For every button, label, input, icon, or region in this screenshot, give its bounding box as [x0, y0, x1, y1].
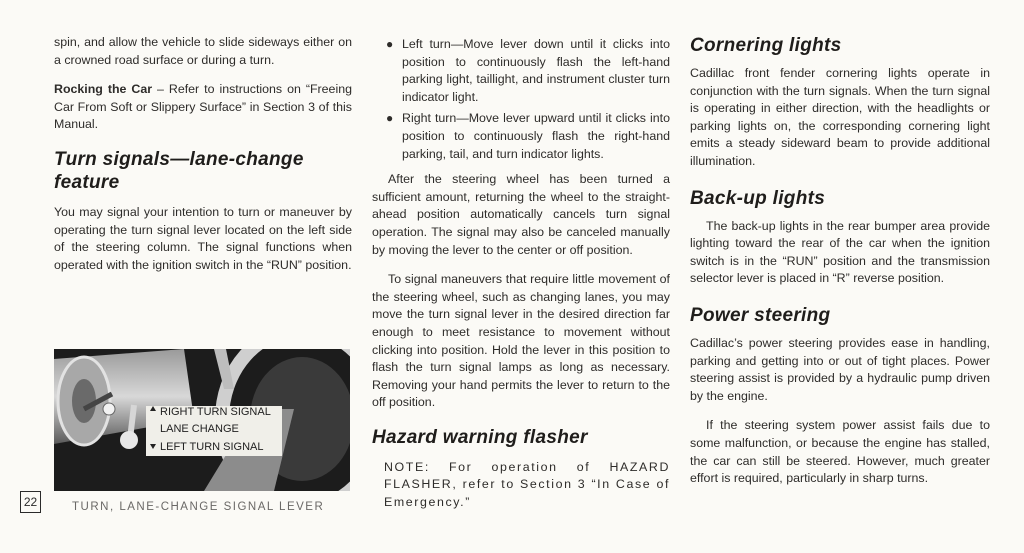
- backup-paragraph: The back-up lights in the rear bumper area provide lighting toward the rear of the car when the ignition switch is in the “RUN” position and the transmission selector lever is placed in “R” reverse position.: [690, 218, 990, 286]
- figure-caption: TURN, LANE-CHANGE SIGNAL LEVER: [72, 501, 325, 513]
- lane-change-paragraph: To signal maneuvers that require little movement of the steering wheel, such as changing lanes, you may move the turn signal lever in the desired direction far enough to meet resistance to movement without clicking into position. Hold the lever in this position to flash the turn signal lamps as long as necessary. Removing your hand permits the lever to return to the off position.: [372, 272, 670, 410]
- backup-heading: Back-up lights: [690, 187, 826, 209]
- hazard-note: NOTE: For operation of HAZARD FLASHER, refer to Section 3 “In Case of Emergency.”: [384, 459, 670, 510]
- lane-change-label: LANE CHANGE: [160, 423, 239, 435]
- left-turn-signal-label: LEFT TURN SIGNAL: [160, 441, 264, 453]
- page-number: 22: [20, 491, 41, 513]
- right-turn-signal-label: RIGHT TURN SIGNAL: [160, 406, 271, 418]
- power-steering-heading: Power steering: [690, 304, 831, 326]
- column-middle: [372, 36, 670, 524]
- power-steering-paragraph: Cadillac’s power steering provides ease in handling, parking and getting into or out of tight places. Power steering assist is provided by a hydraulic pump driven by the engine.: [690, 335, 990, 403]
- bullet-icon: ●: [386, 111, 394, 126]
- turn-direction-list: [372, 36, 670, 163]
- intro-paragraph: spin, and allow the vehicle to slide sideways either on a crowned road surface or during a turn.: [54, 35, 352, 67]
- turn-signal-lever-photo: [54, 349, 350, 491]
- turn-signals-heading: Turn signals—lane-change feature: [54, 148, 304, 193]
- cornering-heading: Cornering lights: [690, 35, 842, 56]
- rocking-text: – Refer to instructions on “Freeing Car From Soft or Slippery Surface” in Section 3 of this Manual.: [54, 82, 352, 132]
- hazard-heading: Hazard warning flasher: [372, 426, 588, 448]
- cancel-paragraph: After the steering wheel has been turned a sufficient amount, returning the wheel to the straight-ahead position automatically cancels turn signal operation. The signal may also be canceled manually by moving the lever to the center or off position.: [372, 172, 670, 257]
- list-item: ● Right turn—Move lever upward until it clicks into position to continuously flash the right-hand parking, tail, and turn indicator lights.: [386, 111, 670, 161]
- rocking-lead: Rocking the Car: [54, 82, 153, 97]
- list-item: ● Left turn—Move lever down until it clicks into position to continuously flash the left-hand parking light, taillight, and instrument cluster turn indicator light.: [386, 37, 670, 104]
- column-right: [690, 34, 990, 500]
- rocking-paragraph: [54, 81, 352, 134]
- power-assist-paragraph: If the steering system power assist fails due to some malfunction, or because the engine has stalled, the car can still be steered. However, much greater effort is required, particularly in sharp turns.: [690, 418, 990, 486]
- cornering-paragraph: Cadillac front fender cornering lights operate in conjunction with the turn signals. When the turn signal is operating in either direction, with the headlights or parking lights on, the corresponding cornering light emits a steady sideward beam to provide additional illumination.: [690, 66, 990, 168]
- turn-signals-paragraph: You may signal your intention to turn or maneuver by operating the turn signal lever located on the left side of the steering column. The signal functions when operated with the ignition switch in the “RUN” position.: [54, 204, 352, 272]
- bullet-icon: ●: [386, 37, 394, 51]
- column-left: [54, 34, 352, 286]
